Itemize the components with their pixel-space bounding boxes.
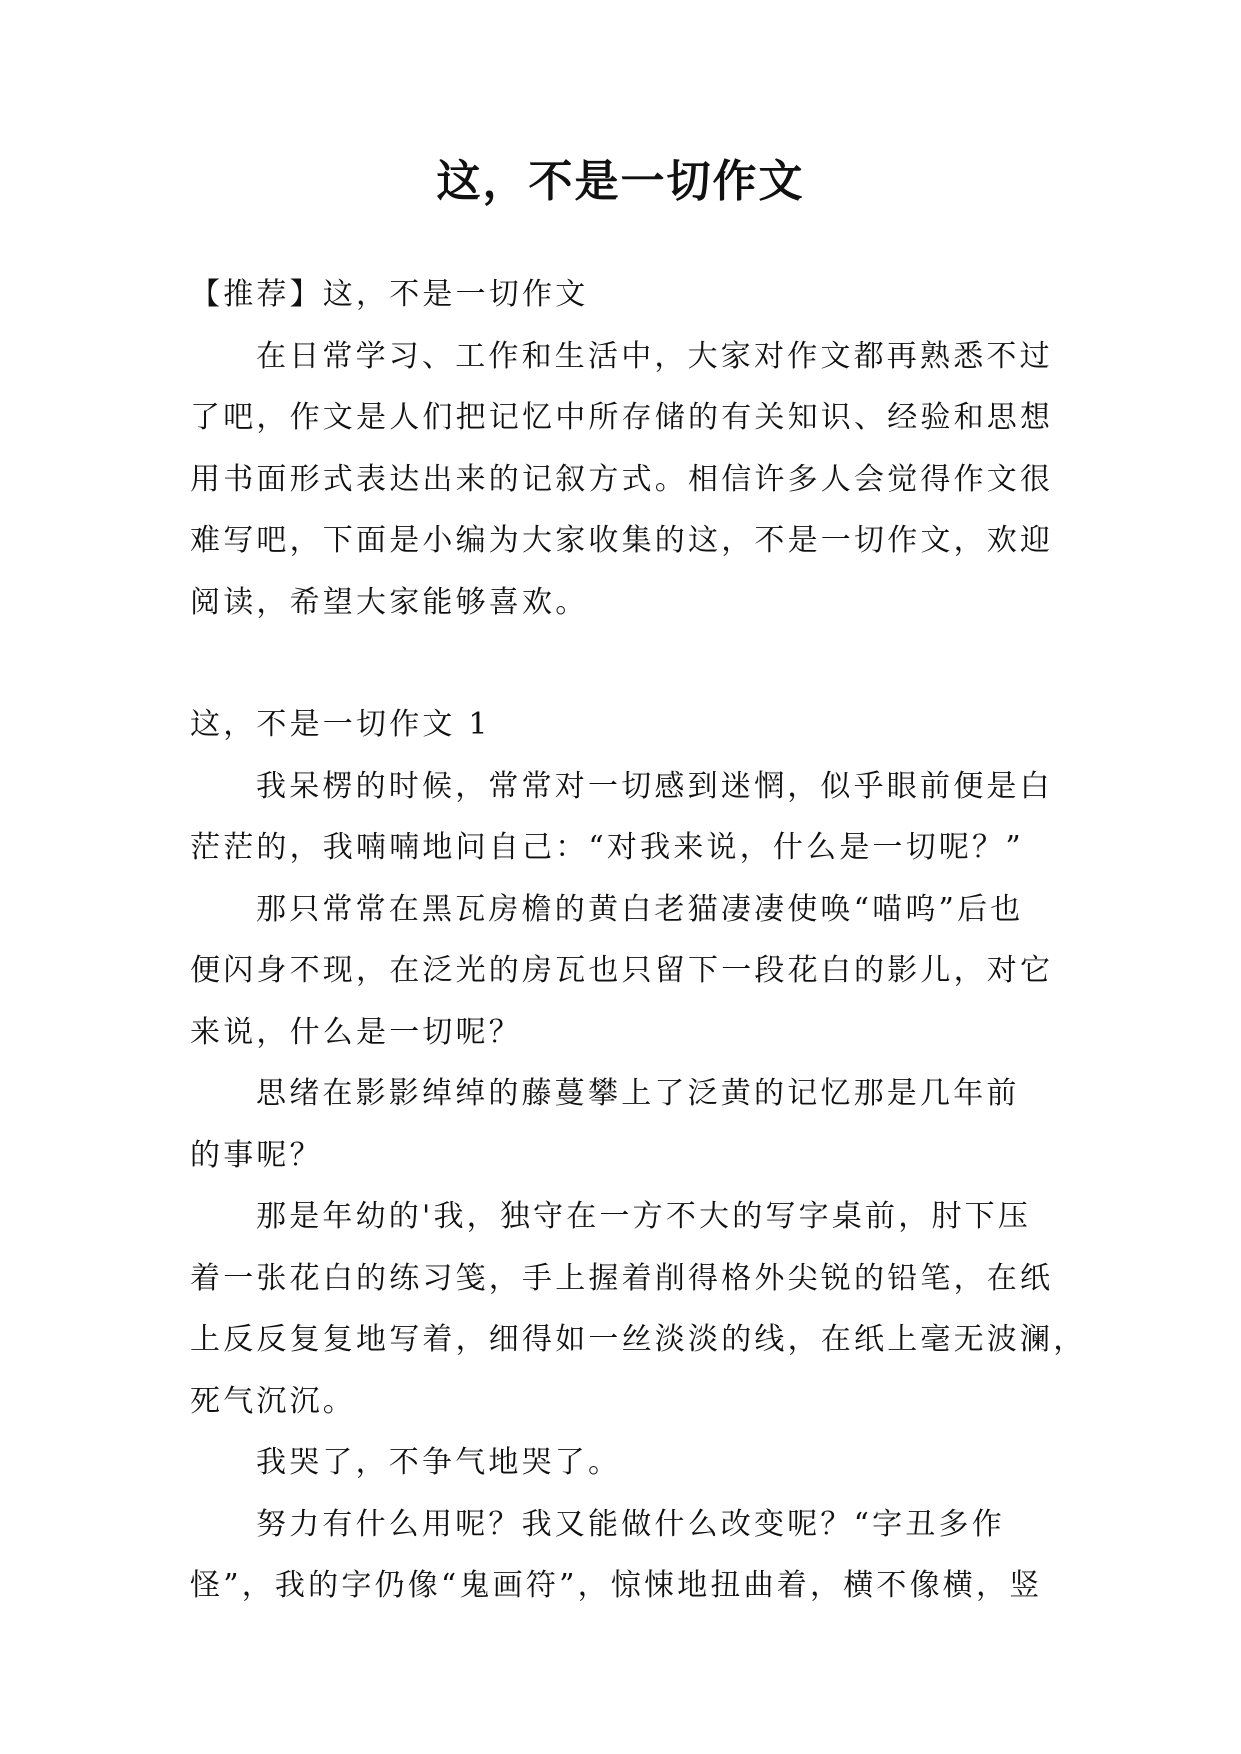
essay-line: 努力有什么用呢？我又能做什么改变呢？“字丑多作 — [256, 1506, 1005, 1542]
intro-recommend-line: 【推荐】这，不是一切作文 — [190, 277, 589, 312]
essay-line: 着一张花白的练习笺，手上握着削得格外尖锐的铅笔，在纸 — [190, 1260, 1054, 1296]
essay-line: 来说，什么是一切呢？ — [190, 1014, 522, 1050]
intro-block — [190, 264, 1054, 633]
intro-paragraph-line: 了吧，作文是人们把记忆中所存储的有关知识、经验和思想 — [190, 400, 1054, 435]
essay-line: 思绪在影影绰绰的藤蔓攀上了泛黄的记忆那是几年前 — [256, 1076, 1020, 1111]
intro-paragraph-line: 难写吧，下面是小编为大家收集的这，不是一切作文，欢迎 — [190, 523, 1054, 558]
document-title: 这，不是一切作文 — [436, 156, 805, 207]
essay-line: 那只常常在黑瓦房檐的黄白老猫凄凄使唤“喵呜”后也 — [256, 891, 1024, 927]
essay-block — [190, 694, 1087, 1617]
essay-line: 茫茫的，我喃喃地问自己：“对我来说，什么是一切呢？” — [190, 830, 1024, 865]
intro-paragraph-line: 用书面形式表达出来的记叙方式。相信许多人会觉得作文很 — [190, 461, 1054, 497]
section-heading: 这，不是一切作文 1 — [190, 707, 491, 742]
essay-line: 怪”，我的字仍像“鬼画符”，惊悚地扭曲着，横不像横，竖 — [190, 1568, 1043, 1603]
essay-line: 上反反复复地写着，细得如一丝淡淡的线，在纸上毫无波澜， — [190, 1322, 1087, 1357]
essay-line: 的事呢？ — [190, 1137, 323, 1173]
intro-paragraph-line: 阅读，希望大家能够喜欢。 — [190, 584, 589, 620]
intro-paragraph-line: 在日常学习、工作和生活中，大家对作文都再熟悉不过 — [256, 338, 1053, 374]
essay-line: 我呆楞的时候，常常对一切感到迷惘，似乎眼前便是白 — [256, 768, 1053, 804]
essay-line: 便闪身不现，在泛光的房瓦也只留下一段花白的影儿，对它 — [190, 953, 1054, 988]
essay-line: 那是年幼的'我，独守在一方不大的写字桌前，肘下压 — [256, 1199, 1032, 1234]
essay-line: 我哭了，不争气地哭了。 — [256, 1445, 622, 1480]
essay-line: 死气沉沉。 — [190, 1383, 356, 1419]
